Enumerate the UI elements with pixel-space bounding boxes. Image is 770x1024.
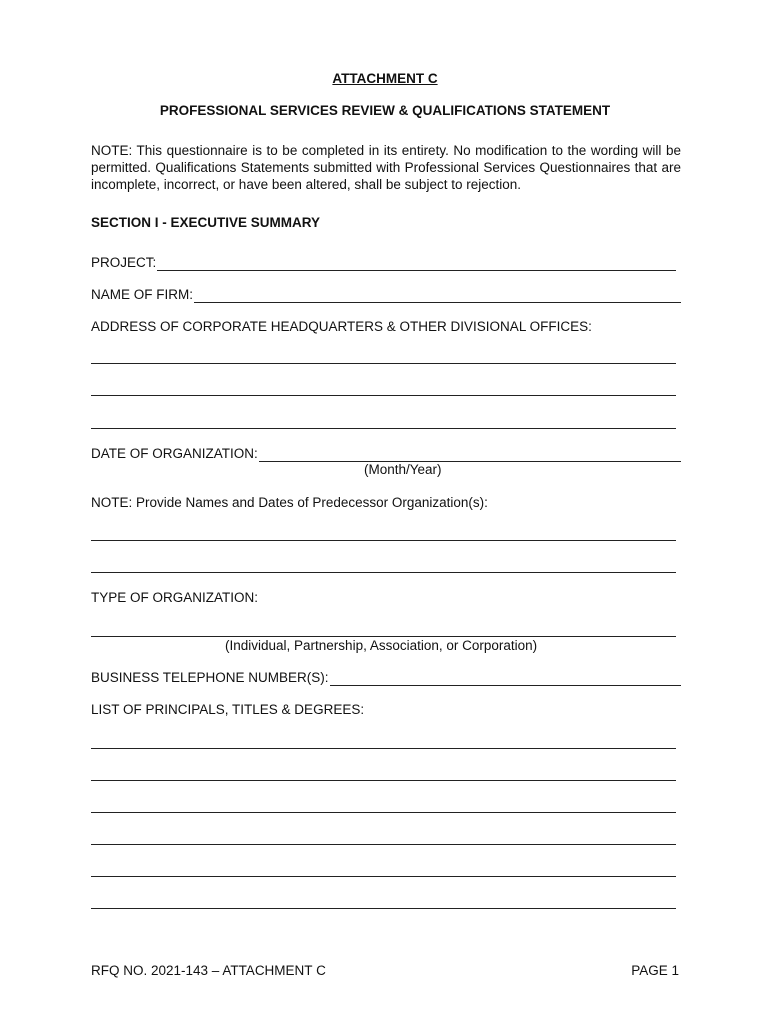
date-format-hint: (Month/Year) — [364, 462, 442, 477]
address-line-1[interactable] — [91, 363, 676, 364]
principals-line-5[interactable] — [91, 876, 676, 877]
address-line-2[interactable] — [91, 395, 676, 396]
address-label: ADDRESS OF CORPORATE HEADQUARTERS & OTHER DIVISIONAL OFFICES: — [91, 319, 592, 334]
predecessor-note: NOTE: Provide Names and Dates of Predecessor Organization(s): — [91, 495, 488, 510]
telephone-label: BUSINESS TELEPHONE NUMBER(S): — [91, 670, 329, 685]
organization-type-hint: (Individual, Partnership, Association, or Corporation) — [225, 638, 538, 653]
principals-line-6[interactable] — [91, 908, 676, 909]
telephone-field[interactable] — [91, 669, 681, 686]
date-of-organization-field[interactable] — [91, 445, 681, 462]
instructions-note: NOTE: This questionnaire is to be completed in its entirety. No modification to the wording will be permitted. Qualifications Statements submitted with Professional Services Questionnaires that are incomplete, incorrect, or have been altered, shall be subject to rejection. — [91, 143, 681, 192]
date-of-organization-input-line[interactable] — [259, 448, 681, 462]
footer-page-number: PAGE 1 — [631, 963, 679, 978]
date-of-organization-label: DATE OF ORGANIZATION: — [91, 446, 258, 461]
telephone-input-line[interactable] — [330, 672, 681, 686]
principals-line-2[interactable] — [91, 780, 676, 781]
firm-name-input-line[interactable] — [194, 289, 681, 303]
principals-line-1[interactable] — [91, 748, 676, 749]
predecessor-line-2[interactable] — [91, 572, 676, 573]
project-input-line[interactable] — [157, 257, 676, 271]
principals-label: LIST OF PRINCIPALS, TITLES & DEGREES: — [91, 702, 365, 717]
address-line-3[interactable] — [91, 428, 676, 429]
predecessor-line-1[interactable] — [91, 540, 676, 541]
project-field[interactable] — [91, 254, 676, 271]
principals-line-4[interactable] — [91, 844, 676, 845]
project-label: PROJECT: — [91, 255, 157, 270]
attachment-heading: ATTACHMENT C — [332, 71, 438, 86]
document-title: PROFESSIONAL SERVICES REVIEW & QUALIFICATIONS STATEMENT — [159, 103, 611, 118]
firm-name-field[interactable] — [91, 286, 681, 303]
organization-type-label: TYPE OF ORGANIZATION: — [91, 590, 259, 605]
principals-line-3[interactable] — [91, 812, 676, 813]
footer-rfq: RFQ NO. 2021-143 – ATTACHMENT C — [91, 963, 326, 978]
section-heading: SECTION I - EXECUTIVE SUMMARY — [91, 215, 321, 230]
firm-name-label: NAME OF FIRM: — [91, 287, 193, 302]
